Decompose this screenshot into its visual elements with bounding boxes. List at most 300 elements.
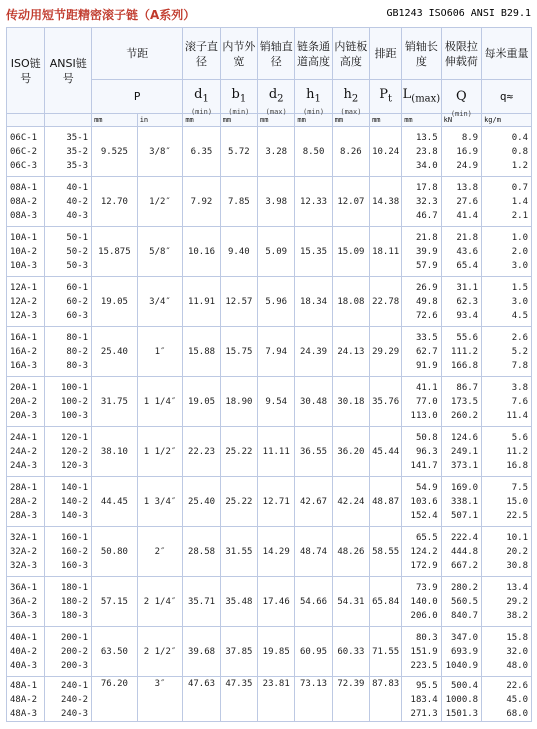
pin-length bbox=[402, 177, 441, 227]
pitch-in: 1″ bbox=[137, 327, 183, 377]
pin-diameter: 5.09 bbox=[258, 227, 295, 277]
weight-per-meter-line: 15.8 bbox=[506, 632, 528, 643]
pin-length-line: 65.5 bbox=[415, 532, 438, 543]
ansi-chain-no-line: 180-3 bbox=[60, 610, 89, 621]
unit-mm: mm bbox=[402, 114, 441, 127]
plate-height: 18.08 bbox=[332, 277, 369, 327]
unit-mm: mm bbox=[92, 114, 138, 127]
unit-mm: mm bbox=[258, 114, 295, 127]
iso-chain-no bbox=[7, 377, 45, 427]
symbol-d2: $d_2$ (max) bbox=[258, 80, 295, 114]
inner-width: 9.40 bbox=[220, 227, 257, 277]
inner-width: 35.48 bbox=[220, 577, 257, 627]
weight-per-meter-line: 3.8 bbox=[511, 382, 528, 393]
iso-chain-no-line: 16A-2 bbox=[10, 346, 38, 357]
pin-diameter: 11.11 bbox=[258, 427, 295, 477]
ansi-chain-no-line: 200-3 bbox=[60, 660, 89, 671]
table-row bbox=[7, 177, 532, 227]
weight-per-meter-line: 7.5 bbox=[511, 482, 528, 493]
table-body bbox=[7, 127, 532, 722]
iso-chain-no-line: 48A-1 bbox=[10, 681, 38, 691]
chain-height: 73.13 bbox=[295, 677, 332, 722]
table-row bbox=[7, 427, 532, 477]
pitch-mm: 63.50 bbox=[92, 627, 138, 677]
pin-length-line: 33.5 bbox=[415, 332, 438, 343]
pin-length-line: 172.9 bbox=[410, 560, 438, 571]
ansi-chain-no bbox=[45, 377, 92, 427]
pin-diameter: 23.81 bbox=[258, 677, 295, 722]
iso-chain-no-line: 28A-2 bbox=[10, 496, 38, 507]
tensile-load-line: 166.8 bbox=[451, 360, 479, 371]
inner-width: 25.22 bbox=[220, 427, 257, 477]
pin-length bbox=[402, 627, 441, 677]
tensile-load-line: 169.0 bbox=[451, 482, 479, 493]
ansi-chain-no bbox=[45, 177, 92, 227]
pitch-in: 3/4″ bbox=[137, 277, 183, 327]
weight-per-meter-line: 11.4 bbox=[506, 410, 528, 421]
ansi-chain-no bbox=[45, 277, 92, 327]
ansi-chain-no bbox=[45, 427, 92, 477]
table-row bbox=[7, 477, 532, 527]
tensile-load bbox=[441, 627, 481, 677]
pitch-in: 3″ bbox=[137, 677, 183, 722]
weight-per-meter-line: 1.4 bbox=[511, 196, 528, 207]
iso-chain-no bbox=[7, 627, 45, 677]
weight-per-meter bbox=[482, 277, 532, 327]
weight-per-meter-line: 13.4 bbox=[506, 582, 528, 593]
symbol-h2: $h_2$ (max) bbox=[332, 80, 369, 114]
weight-per-meter bbox=[482, 527, 532, 577]
weight-per-meter bbox=[482, 577, 532, 627]
pitch-mm: 25.40 bbox=[92, 327, 138, 377]
pin-length-line: 32.3 bbox=[415, 196, 438, 207]
ansi-chain-no-line: 160-1 bbox=[60, 532, 89, 543]
row-pitch: 71.55 bbox=[370, 627, 402, 677]
header-plate-height: 内链板高度 bbox=[332, 28, 369, 80]
ansi-chain-no-line: 100-2 bbox=[60, 396, 89, 407]
roller-diameter: 22.23 bbox=[183, 427, 220, 477]
pitch-mm: 44.45 bbox=[92, 477, 138, 527]
tensile-load-line: 1040.9 bbox=[445, 660, 479, 671]
plate-height: 8.26 bbox=[332, 127, 369, 177]
ansi-chain-no-line: 240-3 bbox=[60, 709, 89, 719]
weight-per-meter bbox=[482, 677, 532, 722]
header-tensile-load: 极限拉伸载荷 bbox=[441, 28, 481, 80]
iso-chain-no-line: 40A-3 bbox=[10, 660, 38, 671]
header-chain-height: 链条通道高度 bbox=[295, 28, 332, 80]
chain-height: 48.74 bbox=[295, 527, 332, 577]
ansi-chain-no-line: 200-1 bbox=[60, 632, 89, 643]
standards-label: GB1243 ISO606 ANSI B29.1 bbox=[386, 8, 531, 19]
iso-chain-no-line: 16A-1 bbox=[10, 332, 38, 343]
tensile-load-line: 65.4 bbox=[456, 260, 479, 271]
iso-chain-no-line: 16A-3 bbox=[10, 360, 38, 371]
unit-in: in bbox=[137, 114, 183, 127]
pin-length-line: 103.6 bbox=[410, 496, 438, 507]
weight-per-meter-line: 29.2 bbox=[506, 596, 528, 607]
row-pitch: 18.11 bbox=[370, 227, 402, 277]
table-row bbox=[7, 527, 532, 577]
tensile-load-line: 500.4 bbox=[451, 681, 479, 691]
unit-mm: mm bbox=[332, 114, 369, 127]
row-pitch: 35.76 bbox=[370, 377, 402, 427]
plate-height: 15.09 bbox=[332, 227, 369, 277]
tensile-load bbox=[441, 477, 481, 527]
inner-width: 5.72 bbox=[220, 127, 257, 177]
pin-length bbox=[402, 427, 441, 477]
roller-chain-spec-table bbox=[6, 27, 532, 722]
iso-chain-no bbox=[7, 527, 45, 577]
iso-chain-no-line: 32A-1 bbox=[10, 532, 38, 543]
chain-height: 24.39 bbox=[295, 327, 332, 377]
plate-height: 36.20 bbox=[332, 427, 369, 477]
weight-per-meter-line: 2.6 bbox=[511, 332, 528, 343]
symbol-pt: $P_t$ bbox=[370, 80, 402, 114]
inner-width: 12.57 bbox=[220, 277, 257, 327]
iso-chain-no-line: 06C-1 bbox=[10, 132, 38, 143]
chain-height: 18.34 bbox=[295, 277, 332, 327]
roller-diameter: 35.71 bbox=[183, 577, 220, 627]
row-pitch: 29.29 bbox=[370, 327, 402, 377]
pin-length-line: 73.9 bbox=[415, 582, 438, 593]
tensile-load-line: 13.8 bbox=[456, 182, 479, 193]
ansi-chain-no-line: 240-1 bbox=[60, 681, 89, 691]
table-row bbox=[7, 377, 532, 427]
roller-diameter: 25.40 bbox=[183, 477, 220, 527]
row-pitch: 65.84 bbox=[370, 577, 402, 627]
pin-length-line: 77.0 bbox=[415, 396, 438, 407]
chain-height: 42.67 bbox=[295, 477, 332, 527]
iso-chain-no-line: 20A-2 bbox=[10, 396, 38, 407]
ansi-chain-no-line: 100-3 bbox=[60, 410, 89, 421]
weight-per-meter bbox=[482, 627, 532, 677]
tensile-load-line: 1501.3 bbox=[445, 709, 479, 719]
header-row-pitch: 排距 bbox=[370, 28, 402, 80]
header-pin-diameter: 销轴直径 bbox=[258, 28, 295, 80]
tensile-load bbox=[441, 277, 481, 327]
tensile-load-line: 347.0 bbox=[451, 632, 479, 643]
plate-height: 24.13 bbox=[332, 327, 369, 377]
pin-length bbox=[402, 477, 441, 527]
weight-per-meter-line: 1.2 bbox=[511, 160, 528, 171]
pitch-mm: 19.05 bbox=[92, 277, 138, 327]
tensile-load-line: 43.6 bbox=[456, 246, 479, 257]
pin-length-line: 39.9 bbox=[415, 246, 438, 257]
inner-width: 31.55 bbox=[220, 527, 257, 577]
tensile-load-line: 27.6 bbox=[456, 196, 479, 207]
plate-height: 72.39 bbox=[332, 677, 369, 722]
pitch-in: 1 1/2″ bbox=[137, 427, 183, 477]
inner-width: 18.90 bbox=[220, 377, 257, 427]
iso-chain-no bbox=[7, 177, 45, 227]
tensile-load-line: 560.5 bbox=[451, 596, 479, 607]
tensile-load-line: 111.2 bbox=[451, 346, 479, 357]
ansi-chain-no-line: 35-2 bbox=[66, 146, 89, 157]
pin-diameter: 5.96 bbox=[258, 277, 295, 327]
pitch-in: 2 1/4″ bbox=[137, 577, 183, 627]
weight-per-meter-line: 16.8 bbox=[506, 460, 528, 471]
pin-length-line: 183.4 bbox=[410, 695, 438, 705]
chain-height: 54.66 bbox=[295, 577, 332, 627]
pin-length-line: 57.9 bbox=[415, 260, 438, 271]
tensile-load-line: 444.8 bbox=[451, 546, 479, 557]
iso-chain-no-line: 36A-2 bbox=[10, 596, 38, 607]
tensile-load-line: 24.9 bbox=[456, 160, 479, 171]
pin-length-line: 13.5 bbox=[415, 132, 438, 143]
pitch-mm: 50.80 bbox=[92, 527, 138, 577]
chain-height: 15.35 bbox=[295, 227, 332, 277]
unit-kn: kN bbox=[441, 114, 481, 127]
pin-length-line: 141.7 bbox=[410, 460, 438, 471]
roller-diameter: 6.35 bbox=[183, 127, 220, 177]
ansi-chain-no bbox=[45, 627, 92, 677]
ansi-chain-no-line: 50-3 bbox=[66, 260, 89, 271]
iso-chain-no bbox=[7, 127, 45, 177]
symbol-h1: $h_1$ (min) bbox=[295, 80, 332, 114]
weight-per-meter-line: 1.5 bbox=[511, 282, 528, 293]
roller-diameter: 11.91 bbox=[183, 277, 220, 327]
ansi-chain-no-line: 140-1 bbox=[60, 482, 89, 493]
pitch-in: 5/8″ bbox=[137, 227, 183, 277]
chain-height: 60.95 bbox=[295, 627, 332, 677]
plate-height: 12.07 bbox=[332, 177, 369, 227]
chain-height: 12.33 bbox=[295, 177, 332, 227]
plate-height: 30.18 bbox=[332, 377, 369, 427]
iso-chain-no-line: 40A-2 bbox=[10, 646, 38, 657]
tensile-load-line: 249.1 bbox=[451, 446, 479, 457]
weight-per-meter bbox=[482, 377, 532, 427]
symbol-d1: $d_1$ (min) bbox=[183, 80, 220, 114]
roller-diameter: 7.92 bbox=[183, 177, 220, 227]
ansi-chain-no-line: 80-1 bbox=[66, 332, 89, 343]
weight-per-meter-line: 15.0 bbox=[506, 496, 528, 507]
ansi-chain-no-line: 140-2 bbox=[60, 496, 89, 507]
chain-height: 30.48 bbox=[295, 377, 332, 427]
pin-length-line: 72.6 bbox=[415, 310, 438, 321]
inner-width: 15.75 bbox=[220, 327, 257, 377]
tensile-load-line: 1000.8 bbox=[445, 695, 479, 705]
pin-length-line: 34.0 bbox=[415, 160, 438, 171]
pin-length-line: 23.8 bbox=[415, 146, 438, 157]
header-pin-length: 销轴长度 bbox=[402, 28, 441, 80]
ansi-chain-no bbox=[45, 327, 92, 377]
ansi-chain-no-line: 60-1 bbox=[66, 282, 89, 293]
roller-diameter: 28.58 bbox=[183, 527, 220, 577]
pitch-mm: 12.70 bbox=[92, 177, 138, 227]
ansi-chain-no-line: 50-2 bbox=[66, 246, 89, 257]
tensile-load bbox=[441, 377, 481, 427]
roller-diameter: 15.88 bbox=[183, 327, 220, 377]
iso-chain-no bbox=[7, 477, 45, 527]
ansi-chain-no-line: 35-3 bbox=[66, 160, 89, 171]
tensile-load-line: 667.2 bbox=[451, 560, 479, 571]
ansi-chain-no-line: 160-3 bbox=[60, 560, 89, 571]
weight-per-meter-line: 30.8 bbox=[506, 560, 528, 571]
pitch-mm: 38.10 bbox=[92, 427, 138, 477]
symbol-l: $L_{(max)}$ bbox=[402, 80, 441, 114]
pin-length-line: 54.9 bbox=[415, 482, 438, 493]
ansi-chain-no-line: 40-3 bbox=[66, 210, 89, 221]
tensile-load-line: 173.5 bbox=[451, 396, 479, 407]
pitch-in: 2″ bbox=[137, 527, 183, 577]
weight-per-meter-line: 22.5 bbox=[506, 510, 528, 521]
pin-length-line: 80.3 bbox=[415, 632, 438, 643]
pitch-mm: 9.525 bbox=[92, 127, 138, 177]
weight-per-meter-line: 7.6 bbox=[511, 396, 528, 407]
weight-per-meter-line: 1.0 bbox=[511, 232, 528, 243]
ansi-chain-no-line: 60-2 bbox=[66, 296, 89, 307]
symbol-p: P bbox=[92, 80, 183, 114]
tensile-load-line: 86.7 bbox=[456, 382, 479, 393]
row-pitch: 22.78 bbox=[370, 277, 402, 327]
pin-length-line: 95.5 bbox=[415, 681, 438, 691]
symbol-weight: q≈ bbox=[482, 80, 532, 114]
pin-length-line: 271.3 bbox=[410, 709, 438, 719]
tensile-load-line: 507.1 bbox=[451, 510, 479, 521]
row-pitch: 14.38 bbox=[370, 177, 402, 227]
row-pitch: 45.44 bbox=[370, 427, 402, 477]
ansi-chain-no-line: 80-2 bbox=[66, 346, 89, 357]
table-row bbox=[7, 577, 532, 627]
roller-diameter: 47.63 bbox=[183, 677, 220, 722]
unit-mm: mm bbox=[295, 114, 332, 127]
pin-length bbox=[402, 527, 441, 577]
iso-chain-no-line: 10A-1 bbox=[10, 232, 38, 243]
plate-height: 60.33 bbox=[332, 627, 369, 677]
weight-per-meter-line: 20.2 bbox=[506, 546, 528, 557]
pin-length-line: 124.2 bbox=[410, 546, 438, 557]
weight-per-meter-line: 0.4 bbox=[511, 132, 528, 143]
iso-chain-no-line: 24A-3 bbox=[10, 460, 38, 471]
pin-length-line: 21.8 bbox=[415, 232, 438, 243]
weight-per-meter-line: 22.6 bbox=[506, 681, 528, 691]
pin-length-line: 49.8 bbox=[415, 296, 438, 307]
weight-per-meter-line: 11.2 bbox=[506, 446, 528, 457]
unit-blank-ansi bbox=[45, 114, 92, 127]
weight-per-meter-line: 32.0 bbox=[506, 646, 528, 657]
iso-chain-no-line: 12A-3 bbox=[10, 310, 38, 321]
header-pitch: 节距 bbox=[92, 28, 183, 80]
page-header bbox=[0, 0, 537, 27]
iso-chain-no bbox=[7, 277, 45, 327]
iso-chain-no-line: 32A-2 bbox=[10, 546, 38, 557]
plate-height: 48.26 bbox=[332, 527, 369, 577]
weight-per-meter-line: 3.0 bbox=[511, 296, 528, 307]
unit-mm: mm bbox=[370, 114, 402, 127]
weight-per-meter-line: 2.0 bbox=[511, 246, 528, 257]
iso-chain-no bbox=[7, 327, 45, 377]
pitch-in: 2 1/2″ bbox=[137, 627, 183, 677]
ansi-chain-no-line: 50-1 bbox=[66, 232, 89, 243]
symbol-q: Q (min) bbox=[441, 80, 481, 114]
tensile-load bbox=[441, 177, 481, 227]
roller-diameter: 39.68 bbox=[183, 627, 220, 677]
pitch-in: 1 1/4″ bbox=[137, 377, 183, 427]
unit-mm: mm bbox=[220, 114, 257, 127]
tensile-load-line: 693.9 bbox=[451, 646, 479, 657]
page-title: 传动用短节距精密滚子链（A系列） bbox=[6, 8, 196, 22]
tensile-load-line: 222.4 bbox=[451, 532, 479, 543]
iso-chain-no bbox=[7, 677, 45, 722]
ansi-chain-no-line: 120-1 bbox=[60, 432, 89, 443]
iso-chain-no-line: 28A-3 bbox=[10, 510, 38, 521]
tensile-load-line: 31.1 bbox=[456, 282, 479, 293]
weight-per-meter-line: 4.5 bbox=[511, 310, 528, 321]
tensile-load-line: 41.4 bbox=[456, 210, 479, 221]
weight-per-meter bbox=[482, 177, 532, 227]
iso-chain-no-line: 06C-2 bbox=[10, 146, 38, 157]
tensile-load bbox=[441, 127, 481, 177]
weight-per-meter bbox=[482, 327, 532, 377]
weight-per-meter-line: 5.2 bbox=[511, 346, 528, 357]
pin-length bbox=[402, 377, 441, 427]
weight-per-meter-line: 3.0 bbox=[511, 260, 528, 271]
ansi-chain-no bbox=[45, 127, 92, 177]
inner-width: 47.35 bbox=[220, 677, 257, 722]
weight-per-meter bbox=[482, 477, 532, 527]
iso-chain-no bbox=[7, 227, 45, 277]
weight-per-meter-line: 2.1 bbox=[511, 210, 528, 221]
iso-chain-no-line: 36A-3 bbox=[10, 610, 38, 621]
iso-chain-no-line: 08A-3 bbox=[10, 210, 38, 221]
iso-chain-no-line: 24A-1 bbox=[10, 432, 38, 443]
row-pitch: 10.24 bbox=[370, 127, 402, 177]
pitch-in: 1/2″ bbox=[137, 177, 183, 227]
pin-diameter: 12.71 bbox=[258, 477, 295, 527]
ansi-chain-no bbox=[45, 527, 92, 577]
iso-chain-no-line: 06C-3 bbox=[10, 160, 38, 171]
ansi-chain-no-line: 180-1 bbox=[60, 582, 89, 593]
iso-chain-no-line: 36A-1 bbox=[10, 582, 38, 593]
pin-length-line: 41.1 bbox=[415, 382, 438, 393]
pin-diameter: 19.85 bbox=[258, 627, 295, 677]
ansi-chain-no-line: 160-2 bbox=[60, 546, 89, 557]
tensile-load-line: 93.4 bbox=[456, 310, 479, 321]
pitch-mm: 76.20 bbox=[92, 677, 138, 722]
iso-chain-no-line: 20A-1 bbox=[10, 382, 38, 393]
row-pitch: 87.83 bbox=[370, 677, 402, 722]
pin-length-line: 206.0 bbox=[410, 610, 438, 621]
iso-chain-no-line: 24A-2 bbox=[10, 446, 38, 457]
pin-length-line: 17.8 bbox=[415, 182, 438, 193]
pitch-in: 1 3/4″ bbox=[137, 477, 183, 527]
weight-per-meter-line: 10.1 bbox=[506, 532, 528, 543]
ansi-chain-no-line: 180-2 bbox=[60, 596, 89, 607]
weight-per-meter-line: 48.0 bbox=[506, 660, 528, 671]
roller-diameter: 19.05 bbox=[183, 377, 220, 427]
tensile-load-line: 16.9 bbox=[456, 146, 479, 157]
weight-per-meter bbox=[482, 227, 532, 277]
iso-chain-no-line: 12A-2 bbox=[10, 296, 38, 307]
tensile-load bbox=[441, 527, 481, 577]
ansi-chain-no bbox=[45, 477, 92, 527]
unit-mm: mm bbox=[183, 114, 220, 127]
header-inner-width: 内节外宽 bbox=[220, 28, 257, 80]
pin-length bbox=[402, 277, 441, 327]
iso-chain-no-line: 32A-3 bbox=[10, 560, 38, 571]
pin-length-line: 151.9 bbox=[410, 646, 438, 657]
pin-length bbox=[402, 577, 441, 627]
iso-chain-no-line: 48A-3 bbox=[10, 709, 38, 719]
pitch-mm: 31.75 bbox=[92, 377, 138, 427]
symbol-b1: $b_1$ (min) bbox=[220, 80, 257, 114]
ansi-chain-no-line: 35-1 bbox=[66, 132, 89, 143]
pin-length bbox=[402, 327, 441, 377]
pin-diameter: 7.94 bbox=[258, 327, 295, 377]
pin-length-line: 46.7 bbox=[415, 210, 438, 221]
ansi-chain-no-line: 140-3 bbox=[60, 510, 89, 521]
weight-per-meter bbox=[482, 427, 532, 477]
